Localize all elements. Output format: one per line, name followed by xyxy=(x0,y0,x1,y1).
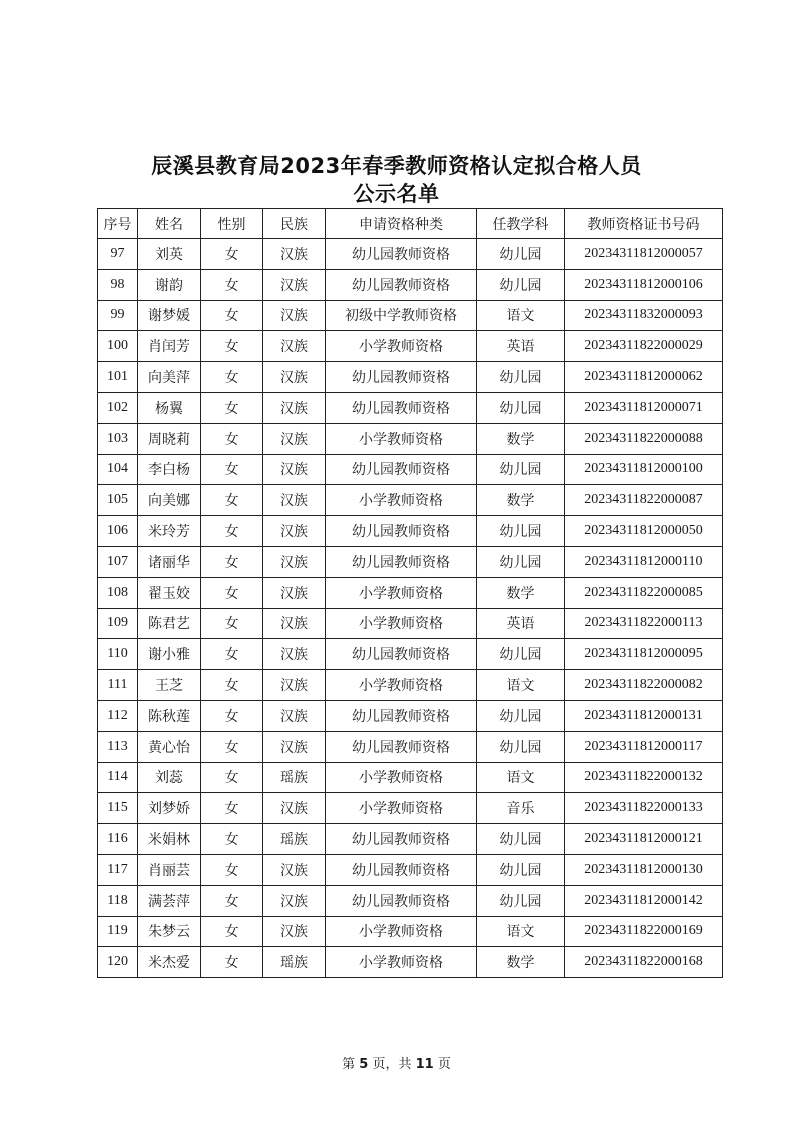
name-cell: 谢梦媛 xyxy=(138,300,201,331)
subject-cell: 英语 xyxy=(477,331,565,362)
name-cell: 肖丽芸 xyxy=(138,854,201,885)
name-cell: 刘梦娇 xyxy=(138,793,201,824)
certificate-number-cell: 20234311832000093 xyxy=(565,300,723,331)
footer-page-number: 5 xyxy=(359,1057,369,1072)
qualification-type-cell: 幼儿园教师资格 xyxy=(326,731,477,762)
qualification-type-cell: 幼儿园教师资格 xyxy=(326,392,477,423)
subject-cell: 幼儿园 xyxy=(477,824,565,855)
ethnicity-cell: 汉族 xyxy=(263,516,326,547)
table-row xyxy=(98,392,723,423)
ethnicity-cell: 汉族 xyxy=(263,670,326,701)
certificate-number-cell: 20234311812000100 xyxy=(565,454,723,485)
serial-cell: 114 xyxy=(98,762,138,793)
qualification-type-cell: 幼儿园教师资格 xyxy=(326,639,477,670)
qualification-type-cell: 初级中学教师资格 xyxy=(326,300,477,331)
table-row xyxy=(98,362,723,393)
qualification-type-cell: 幼儿园教师资格 xyxy=(326,516,477,547)
table-row xyxy=(98,793,723,824)
gender-cell: 女 xyxy=(201,454,263,485)
table-row xyxy=(98,269,723,300)
subject-cell: 幼儿园 xyxy=(477,269,565,300)
subject-cell: 幼儿园 xyxy=(477,362,565,393)
table-row xyxy=(98,300,723,331)
subject-cell: 数学 xyxy=(477,947,565,978)
name-cell: 米娟林 xyxy=(138,824,201,855)
certificate-number-cell: 20234311822000085 xyxy=(565,577,723,608)
serial-cell: 106 xyxy=(98,516,138,547)
certificate-number-cell: 20234311822000087 xyxy=(565,485,723,516)
certificate-number-cell: 20234311822000168 xyxy=(565,947,723,978)
column-header-ethnicity: 民族 xyxy=(263,209,326,239)
gender-cell: 女 xyxy=(201,639,263,670)
qualification-type-cell: 幼儿园教师资格 xyxy=(326,885,477,916)
subject-cell: 语文 xyxy=(477,670,565,701)
qualification-type-cell: 小学教师资格 xyxy=(326,670,477,701)
ethnicity-cell: 汉族 xyxy=(263,392,326,423)
serial-cell: 117 xyxy=(98,854,138,885)
subject-cell: 幼儿园 xyxy=(477,516,565,547)
subject-cell: 英语 xyxy=(477,608,565,639)
gender-cell: 女 xyxy=(201,577,263,608)
serial-cell: 100 xyxy=(98,331,138,362)
gender-cell: 女 xyxy=(201,546,263,577)
footer-prefix: 第 xyxy=(342,1057,356,1072)
gender-cell: 女 xyxy=(201,824,263,855)
gender-cell: 女 xyxy=(201,331,263,362)
gender-cell: 女 xyxy=(201,485,263,516)
table-row xyxy=(98,731,723,762)
certificate-number-cell: 20234311812000130 xyxy=(565,854,723,885)
ethnicity-cell: 汉族 xyxy=(263,300,326,331)
name-cell: 朱梦云 xyxy=(138,916,201,947)
table-row xyxy=(98,885,723,916)
subject-cell: 语文 xyxy=(477,762,565,793)
qualification-type-cell: 幼儿园教师资格 xyxy=(326,824,477,855)
table-body xyxy=(98,239,723,978)
serial-cell: 118 xyxy=(98,885,138,916)
name-cell: 向美萍 xyxy=(138,362,201,393)
table-row xyxy=(98,916,723,947)
table-row xyxy=(98,485,723,516)
ethnicity-cell: 汉族 xyxy=(263,331,326,362)
gender-cell: 女 xyxy=(201,731,263,762)
subject-cell: 幼儿园 xyxy=(477,454,565,485)
gender-cell: 女 xyxy=(201,854,263,885)
subject-cell: 幼儿园 xyxy=(477,731,565,762)
subject-cell: 幼儿园 xyxy=(477,546,565,577)
table-row xyxy=(98,762,723,793)
ethnicity-cell: 瑶族 xyxy=(263,824,326,855)
ethnicity-cell: 瑶族 xyxy=(263,762,326,793)
gender-cell: 女 xyxy=(201,670,263,701)
certificate-number-cell: 20234311812000110 xyxy=(565,546,723,577)
name-cell: 翟玉姣 xyxy=(138,577,201,608)
name-cell: 谢小雅 xyxy=(138,639,201,670)
ethnicity-cell: 汉族 xyxy=(263,269,326,300)
certificate-number-cell: 20234311812000062 xyxy=(565,362,723,393)
qualification-type-cell: 小学教师资格 xyxy=(326,762,477,793)
gender-cell: 女 xyxy=(201,762,263,793)
gender-cell: 女 xyxy=(201,700,263,731)
serial-cell: 104 xyxy=(98,454,138,485)
name-cell: 陈秋莲 xyxy=(138,700,201,731)
name-cell: 陈君艺 xyxy=(138,608,201,639)
name-cell: 王芝 xyxy=(138,670,201,701)
certificate-number-cell: 20234311812000131 xyxy=(565,700,723,731)
name-cell: 黄心怡 xyxy=(138,731,201,762)
subject-cell: 幼儿园 xyxy=(477,639,565,670)
gender-cell: 女 xyxy=(201,423,263,454)
table-header-row xyxy=(98,209,723,239)
subject-cell: 幼儿园 xyxy=(477,700,565,731)
serial-cell: 98 xyxy=(98,269,138,300)
table-row xyxy=(98,546,723,577)
certificate-number-cell: 20234311822000082 xyxy=(565,670,723,701)
gender-cell: 女 xyxy=(201,947,263,978)
page-footer xyxy=(0,1053,793,1072)
qualification-type-cell: 小学教师资格 xyxy=(326,485,477,516)
ethnicity-cell: 瑶族 xyxy=(263,947,326,978)
subject-cell: 语文 xyxy=(477,300,565,331)
name-cell: 周晓莉 xyxy=(138,423,201,454)
qualification-type-cell: 幼儿园教师资格 xyxy=(326,362,477,393)
ethnicity-cell: 汉族 xyxy=(263,239,326,270)
ethnicity-cell: 汉族 xyxy=(263,700,326,731)
name-cell: 满荟萍 xyxy=(138,885,201,916)
certificate-number-cell: 20234311822000169 xyxy=(565,916,723,947)
name-cell: 诸丽华 xyxy=(138,546,201,577)
column-header-gender: 性别 xyxy=(201,209,263,239)
name-cell: 刘蕊 xyxy=(138,762,201,793)
subject-cell: 数学 xyxy=(477,485,565,516)
subject-cell: 幼儿园 xyxy=(477,239,565,270)
serial-cell: 109 xyxy=(98,608,138,639)
name-cell: 李白杨 xyxy=(138,454,201,485)
certificate-number-cell: 20234311822000088 xyxy=(565,423,723,454)
serial-cell: 112 xyxy=(98,700,138,731)
gender-cell: 女 xyxy=(201,392,263,423)
ethnicity-cell: 汉族 xyxy=(263,793,326,824)
subject-cell: 数学 xyxy=(477,577,565,608)
ethnicity-cell: 汉族 xyxy=(263,577,326,608)
certificate-number-cell: 20234311822000133 xyxy=(565,793,723,824)
certificate-number-cell: 20234311812000142 xyxy=(565,885,723,916)
column-header-subject: 任教学科 xyxy=(477,209,565,239)
name-cell: 刘英 xyxy=(138,239,201,270)
qualification-type-cell: 小学教师资格 xyxy=(326,577,477,608)
subject-cell: 音乐 xyxy=(477,793,565,824)
certificate-number-cell: 20234311822000132 xyxy=(565,762,723,793)
ethnicity-cell: 汉族 xyxy=(263,362,326,393)
subject-cell: 数学 xyxy=(477,423,565,454)
subject-cell: 语文 xyxy=(477,916,565,947)
name-cell: 向美娜 xyxy=(138,485,201,516)
ethnicity-cell: 汉族 xyxy=(263,423,326,454)
gender-cell: 女 xyxy=(201,793,263,824)
qualification-type-cell: 小学教师资格 xyxy=(326,608,477,639)
gender-cell: 女 xyxy=(201,269,263,300)
serial-cell: 116 xyxy=(98,824,138,855)
table-row xyxy=(98,454,723,485)
ethnicity-cell: 汉族 xyxy=(263,731,326,762)
table-row xyxy=(98,331,723,362)
certificate-number-cell: 20234311812000095 xyxy=(565,639,723,670)
footer-suffix: 页 xyxy=(437,1057,451,1072)
serial-cell: 101 xyxy=(98,362,138,393)
certificate-number-cell: 20234311812000057 xyxy=(565,239,723,270)
serial-cell: 119 xyxy=(98,916,138,947)
qualification-type-cell: 幼儿园教师资格 xyxy=(326,700,477,731)
table-row xyxy=(98,423,723,454)
qualification-type-cell: 幼儿园教师资格 xyxy=(326,854,477,885)
column-header-name: 姓名 xyxy=(138,209,201,239)
gender-cell: 女 xyxy=(201,916,263,947)
certificate-number-cell: 20234311812000050 xyxy=(565,516,723,547)
serial-cell: 99 xyxy=(98,300,138,331)
gender-cell: 女 xyxy=(201,300,263,331)
gender-cell: 女 xyxy=(201,362,263,393)
ethnicity-cell: 汉族 xyxy=(263,485,326,516)
ethnicity-cell: 汉族 xyxy=(263,546,326,577)
qualification-type-cell: 小学教师资格 xyxy=(326,793,477,824)
table-row xyxy=(98,947,723,978)
serial-cell: 107 xyxy=(98,546,138,577)
certificate-number-cell: 20234311812000117 xyxy=(565,731,723,762)
subject-cell: 幼儿园 xyxy=(477,392,565,423)
qualification-type-cell: 幼儿园教师资格 xyxy=(326,269,477,300)
serial-cell: 110 xyxy=(98,639,138,670)
table-row xyxy=(98,608,723,639)
column-header-qualification-type: 申请资格种类 xyxy=(326,209,477,239)
certificate-number-cell: 20234311812000106 xyxy=(565,269,723,300)
table-row xyxy=(98,854,723,885)
subject-cell: 幼儿园 xyxy=(477,885,565,916)
serial-cell: 108 xyxy=(98,577,138,608)
certificate-number-cell: 20234311822000029 xyxy=(565,331,723,362)
subject-cell: 幼儿园 xyxy=(477,854,565,885)
document-subtitle: 公示名单 xyxy=(353,182,440,206)
certificate-number-cell: 20234311812000071 xyxy=(565,392,723,423)
table-row xyxy=(98,577,723,608)
ethnicity-cell: 汉族 xyxy=(263,885,326,916)
ethnicity-cell: 汉族 xyxy=(263,916,326,947)
roster-table xyxy=(97,208,723,978)
serial-cell: 103 xyxy=(98,423,138,454)
table-row xyxy=(98,670,723,701)
ethnicity-cell: 汉族 xyxy=(263,608,326,639)
name-cell: 米玲芳 xyxy=(138,516,201,547)
qualification-type-cell: 幼儿园教师资格 xyxy=(326,454,477,485)
serial-cell: 111 xyxy=(98,670,138,701)
serial-cell: 113 xyxy=(98,731,138,762)
table-row xyxy=(98,239,723,270)
name-cell: 杨翼 xyxy=(138,392,201,423)
table-row xyxy=(98,824,723,855)
table-row xyxy=(98,516,723,547)
serial-cell: 120 xyxy=(98,947,138,978)
gender-cell: 女 xyxy=(201,239,263,270)
qualification-type-cell: 小学教师资格 xyxy=(326,916,477,947)
qualification-type-cell: 小学教师资格 xyxy=(326,331,477,362)
ethnicity-cell: 汉族 xyxy=(263,639,326,670)
gender-cell: 女 xyxy=(201,608,263,639)
gender-cell: 女 xyxy=(201,885,263,916)
ethnicity-cell: 汉族 xyxy=(263,454,326,485)
name-cell: 米杰爱 xyxy=(138,947,201,978)
table-row xyxy=(98,639,723,670)
footer-middle: 页，共 xyxy=(372,1057,412,1072)
serial-cell: 105 xyxy=(98,485,138,516)
document-title: 辰溪县教育局2023年春季教师资格认定拟合格人员 xyxy=(151,154,642,178)
certificate-number-cell: 20234311812000121 xyxy=(565,824,723,855)
serial-cell: 102 xyxy=(98,392,138,423)
qualification-type-cell: 小学教师资格 xyxy=(326,947,477,978)
serial-cell: 97 xyxy=(98,239,138,270)
qualification-type-cell: 小学教师资格 xyxy=(326,423,477,454)
name-cell: 肖闰芳 xyxy=(138,331,201,362)
qualification-type-cell: 幼儿园教师资格 xyxy=(326,239,477,270)
footer-total-pages: 11 xyxy=(415,1057,434,1072)
column-header-certificate-number: 教师资格证书号码 xyxy=(565,209,723,239)
ethnicity-cell: 汉族 xyxy=(263,854,326,885)
serial-cell: 115 xyxy=(98,793,138,824)
certificate-number-cell: 20234311822000113 xyxy=(565,608,723,639)
table-row xyxy=(98,700,723,731)
name-cell: 谢韵 xyxy=(138,269,201,300)
column-header-serial: 序号 xyxy=(98,209,138,239)
qualification-type-cell: 幼儿园教师资格 xyxy=(326,546,477,577)
gender-cell: 女 xyxy=(201,516,263,547)
